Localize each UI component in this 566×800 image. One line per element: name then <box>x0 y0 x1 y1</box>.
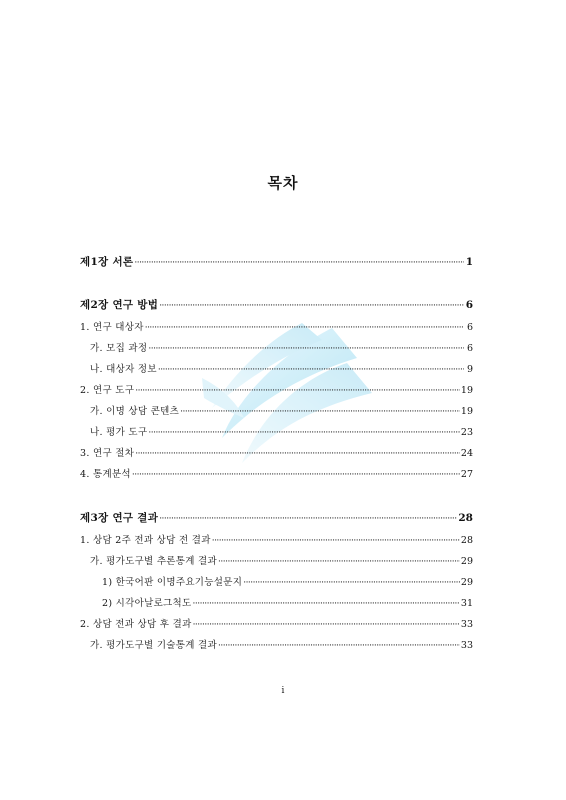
toc-entry-label: 1. 상담 2주 전과 상담 전 결과 <box>80 535 211 546</box>
toc-subsection[interactable] <box>80 637 473 653</box>
toc-entry-label: 제1장 서론 <box>80 256 134 268</box>
toc-page-number: 6 <box>466 322 473 333</box>
toc-page-number: 19 <box>460 385 473 396</box>
toc-entry-label: 가. 모집 과정 <box>90 343 148 354</box>
toc-leader-dots <box>148 428 460 438</box>
toc-leader-dots <box>158 365 464 375</box>
toc-leader-dots <box>180 407 460 417</box>
toc-subsection[interactable] <box>80 403 473 419</box>
toc-page-number: 27 <box>460 469 473 480</box>
toc-subsubsection[interactable] <box>80 574 473 590</box>
toc-page-number: 29 <box>460 556 473 567</box>
toc-leader-dots <box>132 470 460 480</box>
toc-section[interactable] <box>80 319 473 335</box>
toc-entry-label: 가. 평가도구별 추론통계 결과 <box>90 556 218 567</box>
toc-entry-label: 나. 평가 도구 <box>90 427 148 438</box>
toc-leader-dots <box>212 536 460 546</box>
toc-section[interactable] <box>80 616 473 632</box>
page-title: 목차 <box>267 174 299 192</box>
toc-entry-label: 1) 한국어판 이명주요기능설문지 <box>102 577 243 588</box>
toc-page-number: 31 <box>460 598 473 609</box>
toc-leader-dots <box>135 386 460 396</box>
toc-entry-label: 가. 이명 상담 콘텐츠 <box>90 406 180 417</box>
toc-entry-label: 제3장 연구 결과 <box>80 512 159 524</box>
toc-entry-label: 3. 연구 절차 <box>80 448 135 459</box>
toc-page-number: 19 <box>460 406 473 417</box>
toc-section[interactable] <box>80 382 473 398</box>
toc-page-number: 6 <box>465 299 473 311</box>
toc-page-number: 24 <box>460 448 473 459</box>
toc-leader-dots <box>134 258 464 268</box>
toc-leader-dots <box>193 620 460 630</box>
toc-chapter-1[interactable] <box>80 254 473 270</box>
toc-subsubsection[interactable] <box>80 595 473 611</box>
toc-leader-dots <box>159 514 457 524</box>
toc-leader-dots <box>193 599 460 609</box>
toc-page-number: 29 <box>460 577 473 588</box>
toc-page-number: 1 <box>465 256 473 268</box>
toc-subsection[interactable] <box>80 553 473 569</box>
toc-page-number: 28 <box>458 512 473 524</box>
toc-page-number: 23 <box>460 427 473 438</box>
toc-leader-dots <box>243 578 460 588</box>
toc-leader-dots <box>135 449 460 459</box>
toc-page-number: 28 <box>460 535 473 546</box>
toc-subsection[interactable] <box>80 361 473 377</box>
toc-leader-dots <box>159 301 464 311</box>
toc-entry-label: 4. 통계분석 <box>80 469 131 480</box>
toc-page-number: 33 <box>460 619 473 630</box>
toc-page-number: 6 <box>466 343 473 354</box>
toc-entry-label: 2. 상담 전과 상담 후 결과 <box>80 619 192 630</box>
toc-entry-label: 나. 대상자 정보 <box>90 364 157 375</box>
toc-leader-dots <box>218 557 460 567</box>
toc-chapter-3[interactable] <box>80 510 473 526</box>
toc-subsection[interactable] <box>80 340 473 356</box>
toc-leader-dots <box>218 641 460 651</box>
toc-section[interactable] <box>80 445 473 461</box>
page-footer-number: i <box>281 686 285 696</box>
toc-chapter-2[interactable] <box>80 297 473 313</box>
toc-section[interactable] <box>80 466 473 482</box>
toc-entry-label: 제2장 연구 방법 <box>80 299 159 311</box>
toc-page-number: 9 <box>466 364 473 375</box>
toc-entry-label: 2. 연구 도구 <box>80 385 135 396</box>
toc-entry-label: 1. 연구 대상자 <box>80 322 144 333</box>
toc-section[interactable] <box>80 532 473 548</box>
toc-page-number: 33 <box>460 640 473 651</box>
toc-leader-dots <box>145 323 464 333</box>
toc-leader-dots <box>148 344 464 354</box>
toc-entry-label: 2) 시각아날로그척도 <box>102 598 192 609</box>
toc-subsection[interactable] <box>80 424 473 440</box>
toc-entry-label: 가. 평가도구별 기술통계 결과 <box>90 640 218 651</box>
